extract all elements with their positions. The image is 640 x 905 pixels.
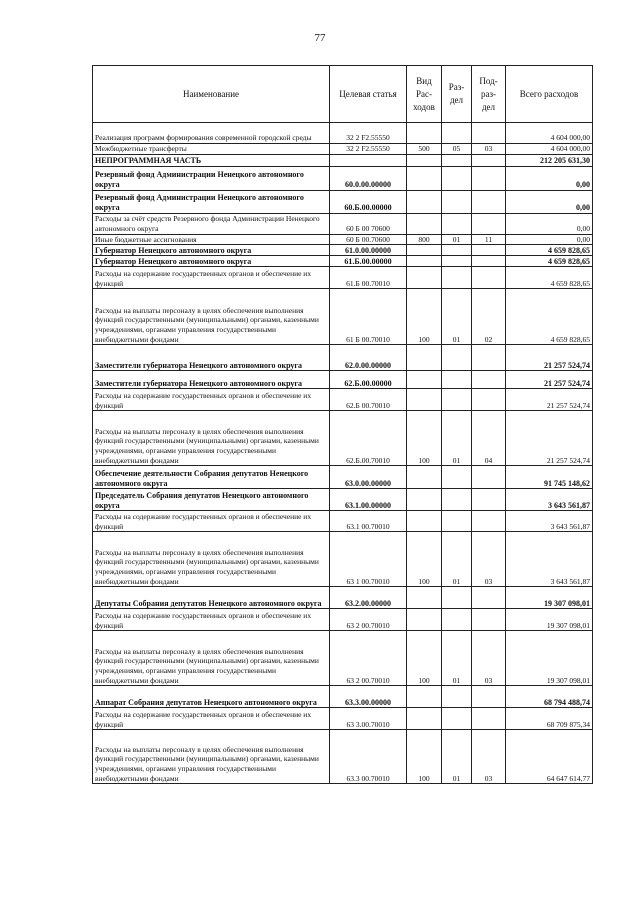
cell-total: 21 257 524,74 (506, 411, 593, 466)
cell-vid (407, 489, 442, 511)
cell-podrazdel (472, 489, 506, 511)
cell-name: Иные бюджетные ассигнования (93, 234, 330, 245)
cell-total: 212 205 631,30 (506, 154, 593, 166)
cell-total: 4 659 828,65 (506, 256, 593, 267)
column-header-razdel: Раз- дел (442, 66, 472, 123)
table-row (93, 730, 593, 784)
cell-podrazdel (472, 587, 506, 609)
cell-name: Заместители губернатора Ненецкого автономного округа (93, 345, 330, 371)
cell-total: 4 659 828,65 (506, 245, 593, 256)
cell-total: 21 257 524,74 (506, 345, 593, 371)
cell-razdel (442, 154, 472, 166)
cell-total: 4 659 828,65 (506, 267, 593, 289)
cell-name: Обеспечение деятельности Собрания депутатов Ненецкого автономного округа (93, 466, 330, 489)
cell-podrazdel (472, 154, 506, 166)
table-row (93, 245, 593, 256)
cell-vid (407, 256, 442, 267)
cell-vid (407, 609, 442, 631)
cell-razdel: 01 (442, 234, 472, 245)
cell-target: 61.0.00.00000 (330, 245, 407, 256)
cell-target: 63.3.00.00000 (330, 686, 407, 708)
cell-target: 63 1 00.70010 (330, 532, 407, 587)
cell-razdel (442, 166, 472, 190)
cell-vid (407, 345, 442, 371)
column-header-podrazdel: Под- раз- дел (472, 66, 506, 123)
cell-total: 19 307 098,01 (506, 631, 593, 686)
cell-vid (407, 708, 442, 730)
cell-total: 21 257 524,74 (506, 389, 593, 411)
table-row (93, 166, 593, 190)
cell-total: 0,00 (506, 166, 593, 190)
cell-razdel (442, 371, 472, 389)
cell-name: Заместители губернатора Ненецкого автономного округа (93, 371, 330, 389)
cell-podrazdel: 02 (472, 289, 506, 345)
cell-podrazdel: 03 (472, 532, 506, 587)
column-header-total: Всего расходов (506, 66, 593, 123)
table-row (93, 708, 593, 730)
cell-name: Расходы за счёт средств Резервного фонда Администрации Ненецкого автономного округа (93, 213, 330, 234)
cell-vid (407, 511, 442, 532)
cell-name: Резервный фонд Администрации Ненецкого автономного округа (93, 190, 330, 213)
table-row (93, 631, 593, 686)
cell-target: 63.1.00.00000 (330, 489, 407, 511)
table-row (93, 411, 593, 466)
column-header-name: Наименование (93, 66, 330, 123)
cell-name: Расходы на выплаты персоналу в целях обеспечения выполнения функций государственными (муниципальными) органами, казенными учреждениями, органами управления государственными внебюджетными фондами (93, 730, 330, 784)
cell-vid: 100 (407, 631, 442, 686)
cell-vid (407, 154, 442, 166)
cell-razdel (442, 389, 472, 411)
cell-name: Расходы на содержание государственных органов и обеспечение их функций (93, 389, 330, 411)
table-row (93, 213, 593, 234)
cell-total: 68 794 488,74 (506, 686, 593, 708)
cell-total: 3 643 561,87 (506, 532, 593, 587)
cell-podrazdel (472, 686, 506, 708)
cell-target: 60.0.00.00000 (330, 166, 407, 190)
cell-target: 63 2 00.70010 (330, 609, 407, 631)
cell-vid (407, 190, 442, 213)
cell-razdel (442, 708, 472, 730)
table-row (93, 190, 593, 213)
cell-total: 4 659 828,65 (506, 289, 593, 345)
cell-vid (407, 371, 442, 389)
cell-target: 62.Б.00.70010 (330, 411, 407, 466)
table-header-row (93, 66, 593, 123)
cell-razdel: 01 (442, 631, 472, 686)
cell-razdel (442, 489, 472, 511)
cell-podrazdel (472, 245, 506, 256)
cell-name: Расходы на выплаты персоналу в целях обеспечения выполнения функций государственными (муниципальными) органами, казенными учреждениями, органами управления государственными внебюджетными фондами (93, 631, 330, 686)
cell-razdel (442, 245, 472, 256)
cell-target: 62.0.00.00000 (330, 345, 407, 371)
cell-podrazdel (472, 466, 506, 489)
cell-name: Расходы на содержание государственных органов и обеспечение их функций (93, 609, 330, 631)
table-row (93, 256, 593, 267)
cell-vid (407, 389, 442, 411)
cell-podrazdel (472, 389, 506, 411)
cell-podrazdel (472, 345, 506, 371)
cell-name: Расходы на выплаты персоналу в целях обеспечения выполнения функций государственными (муниципальными) органами, казенными учреждениями, органами управления государственными внебюджетными фондами (93, 411, 330, 466)
cell-target: 61.Б.00.00000 (330, 256, 407, 267)
cell-podrazdel (472, 123, 506, 144)
budget-table (92, 65, 593, 784)
cell-vid (407, 267, 442, 289)
table-row (93, 489, 593, 511)
table-row (93, 345, 593, 371)
table-row (93, 686, 593, 708)
cell-target: 63.0.00.00000 (330, 466, 407, 489)
cell-target: 61.Б 00.70010 (330, 267, 407, 289)
cell-name: Депутаты Собрания депутатов Ненецкого автономного округа (93, 587, 330, 609)
table-body (93, 123, 593, 784)
cell-total: 4 604 000,00 (506, 123, 593, 144)
cell-name: Расходы на содержание государственных органов и обеспечение их функций (93, 708, 330, 730)
cell-podrazdel: 03 (472, 631, 506, 686)
cell-razdel (442, 190, 472, 213)
cell-name: Расходы на содержание государственных органов и обеспечение их функций (93, 511, 330, 532)
table-row (93, 466, 593, 489)
cell-razdel (442, 511, 472, 532)
cell-target: 61 Б 00.70010 (330, 289, 407, 345)
table-row (93, 234, 593, 245)
cell-vid: 100 (407, 289, 442, 345)
cell-name: Председатель Собрания депутатов Ненецкого автономного округа (93, 489, 330, 511)
cell-vid (407, 166, 442, 190)
cell-target: 62.Б.00.00000 (330, 371, 407, 389)
cell-target: 60 Б 00.70600 (330, 234, 407, 245)
page-number: 77 (314, 32, 326, 44)
cell-vid (407, 213, 442, 234)
cell-target: 63.3 00.70010 (330, 730, 407, 784)
column-header-target: Целевая статья (330, 66, 407, 123)
cell-razdel (442, 256, 472, 267)
cell-vid (407, 245, 442, 256)
table-row (93, 154, 593, 166)
cell-razdel: 01 (442, 730, 472, 784)
table-row (93, 587, 593, 609)
cell-name: Межбюджетные трансферты (93, 144, 330, 155)
cell-name: Резервный фонд Администрации Ненецкого автономного округа (93, 166, 330, 190)
cell-podrazdel (472, 256, 506, 267)
cell-razdel (442, 213, 472, 234)
cell-target: 32 2 F2.55550 (330, 144, 407, 155)
cell-razdel (442, 686, 472, 708)
cell-total: 19 307 098,01 (506, 587, 593, 609)
table-row (93, 144, 593, 155)
cell-target (330, 154, 407, 166)
table-row (93, 371, 593, 389)
cell-target: 63.2.00.00000 (330, 587, 407, 609)
cell-total: 3 643 561,87 (506, 489, 593, 511)
cell-name: Расходы на выплаты персоналу в целях обеспечения выполнения функций государственными (муниципальными) органами, казенными учреждениями, органами управления государственными внебюджетными фондами (93, 289, 330, 345)
cell-podrazdel (472, 166, 506, 190)
table-row (93, 389, 593, 411)
cell-razdel: 01 (442, 532, 472, 587)
cell-target: 60.Б.00.00000 (330, 190, 407, 213)
cell-vid: 500 (407, 144, 442, 155)
cell-name: Реализация программ формирования современной городской среды (93, 123, 330, 144)
table-row (93, 123, 593, 144)
cell-razdel (442, 466, 472, 489)
table-row (93, 511, 593, 532)
cell-vid (407, 587, 442, 609)
cell-podrazdel: 03 (472, 144, 506, 155)
cell-podrazdel (472, 371, 506, 389)
cell-total: 21 257 524,74 (506, 371, 593, 389)
cell-vid: 100 (407, 411, 442, 466)
cell-name: Губернатор Ненецкого автономного округа (93, 245, 330, 256)
cell-total: 0,00 (506, 213, 593, 234)
cell-razdel: 01 (442, 289, 472, 345)
cell-total: 68 709 875,34 (506, 708, 593, 730)
table-row (93, 609, 593, 631)
cell-razdel (442, 587, 472, 609)
cell-razdel (442, 609, 472, 631)
column-header-vid: Вид Рас- ходов (407, 66, 442, 123)
table-row (93, 532, 593, 587)
cell-total: 4 604 000,00 (506, 144, 593, 155)
cell-name: Расходы на выплаты персоналу в целях обеспечения выполнения функций государственными (муниципальными) органами, казенными учреждениями, органами управления государственными внебюджетными фондами (93, 532, 330, 587)
cell-podrazdel: 03 (472, 730, 506, 784)
cell-name: Губернатор Ненецкого автономного округа (93, 256, 330, 267)
cell-target: 60 Б 00 70600 (330, 213, 407, 234)
cell-target: 32 2 F2.55550 (330, 123, 407, 144)
table-row (93, 267, 593, 289)
cell-total: 91 745 148,62 (506, 466, 593, 489)
cell-vid (407, 686, 442, 708)
cell-razdel (442, 123, 472, 144)
cell-name: Аппарат Собрания депутатов Ненецкого автономного округа (93, 686, 330, 708)
cell-vid (407, 123, 442, 144)
cell-target: 62.Б 00.70010 (330, 389, 407, 411)
table-row (93, 289, 593, 345)
cell-total: 19 307 098,01 (506, 609, 593, 631)
cell-vid (407, 466, 442, 489)
cell-razdel (442, 345, 472, 371)
cell-podrazdel (472, 190, 506, 213)
cell-target: 63 2 00.70010 (330, 631, 407, 686)
cell-razdel (442, 267, 472, 289)
cell-total: 3 643 561,87 (506, 511, 593, 532)
cell-podrazdel (472, 267, 506, 289)
cell-podrazdel: 11 (472, 234, 506, 245)
cell-total: 64 647 614,77 (506, 730, 593, 784)
cell-total: 0,00 (506, 234, 593, 245)
cell-vid: 800 (407, 234, 442, 245)
cell-podrazdel: 04 (472, 411, 506, 466)
cell-target: 63.1 00.70010 (330, 511, 407, 532)
cell-name: НЕПРОГРАММНАЯ ЧАСТЬ (93, 154, 330, 166)
cell-podrazdel (472, 213, 506, 234)
cell-vid: 100 (407, 532, 442, 587)
cell-razdel: 01 (442, 411, 472, 466)
cell-target: 63 3.00.70010 (330, 708, 407, 730)
cell-total: 0,00 (506, 190, 593, 213)
cell-name: Расходы на содержание государственных органов и обеспечение их функций (93, 267, 330, 289)
cell-razdel: 05 (442, 144, 472, 155)
cell-vid: 100 (407, 730, 442, 784)
cell-podrazdel (472, 708, 506, 730)
cell-podrazdel (472, 511, 506, 532)
cell-podrazdel (472, 609, 506, 631)
